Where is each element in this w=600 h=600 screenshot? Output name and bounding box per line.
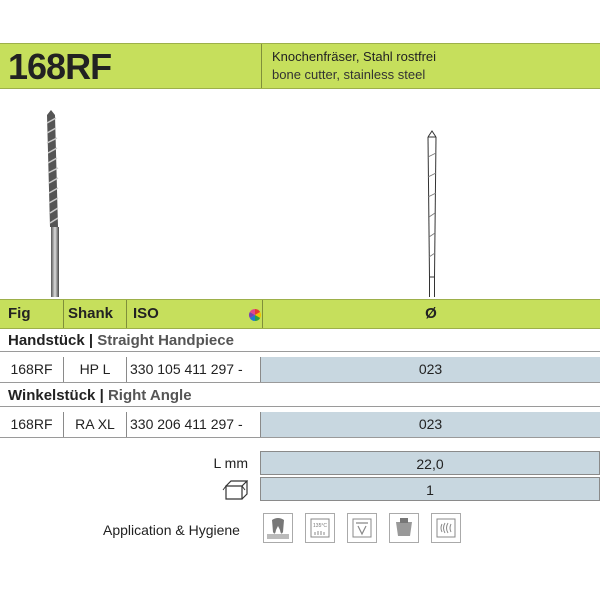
instrument-bath-icon (389, 513, 419, 543)
section-right-angle (0, 385, 600, 407)
bur-photo (30, 107, 80, 297)
ultrasonic-cleaning-icon (431, 513, 461, 543)
section-subtitle: Straight Handpiece (97, 332, 234, 349)
product-header (0, 43, 600, 89)
column-shank: Shank (68, 305, 114, 322)
table-row (0, 357, 600, 383)
cell-iso: 330 105 411 297 - (130, 361, 243, 377)
svg-text:135°C: 135°C (313, 523, 327, 529)
column-divider (63, 300, 64, 328)
package-quantity: 1 (260, 477, 600, 501)
length-value: 22,0 (260, 451, 600, 475)
package-icon (222, 476, 248, 502)
section-title: Winkelstück (8, 387, 96, 404)
section-subtitle: Right Angle (107, 387, 192, 404)
cell-size: 023 (260, 357, 600, 382)
sterilizer-icon (347, 513, 377, 543)
cell-iso: 330 206 411 297 - (130, 416, 243, 432)
column-fig: Fig (8, 305, 31, 322)
thermo-disinfector-icon (305, 513, 335, 543)
color-wheel-icon (248, 308, 262, 322)
section-separator: | (88, 332, 94, 349)
cell-shank: RA XL (75, 416, 115, 432)
section-straight-handpiece (0, 330, 600, 352)
cell-size: 023 (260, 412, 600, 437)
table-row (0, 412, 600, 438)
cell-shank: HP L (79, 361, 111, 377)
cell-fig: 168RF (10, 416, 53, 432)
product-image-area (0, 89, 600, 299)
section-title: Handstück (8, 332, 85, 349)
column-diameter: Ø (425, 305, 437, 322)
product-description-de: Knochenfräser, Stahl rostfrei (272, 49, 437, 64)
table-header (0, 299, 600, 329)
length-label: L mm (213, 455, 248, 471)
section-separator: | (99, 387, 104, 404)
cell-fig: 168RF (10, 361, 53, 377)
application-hygiene-label: Application & Hygiene (103, 522, 240, 538)
column-divider (126, 300, 127, 328)
dental-application-icon (263, 513, 293, 543)
product-description-en: bone cutter, stainless steel (272, 67, 426, 82)
product-code: 168RF (0, 44, 262, 88)
column-iso: ISO (133, 305, 159, 322)
bur-technical-drawing (418, 127, 448, 297)
